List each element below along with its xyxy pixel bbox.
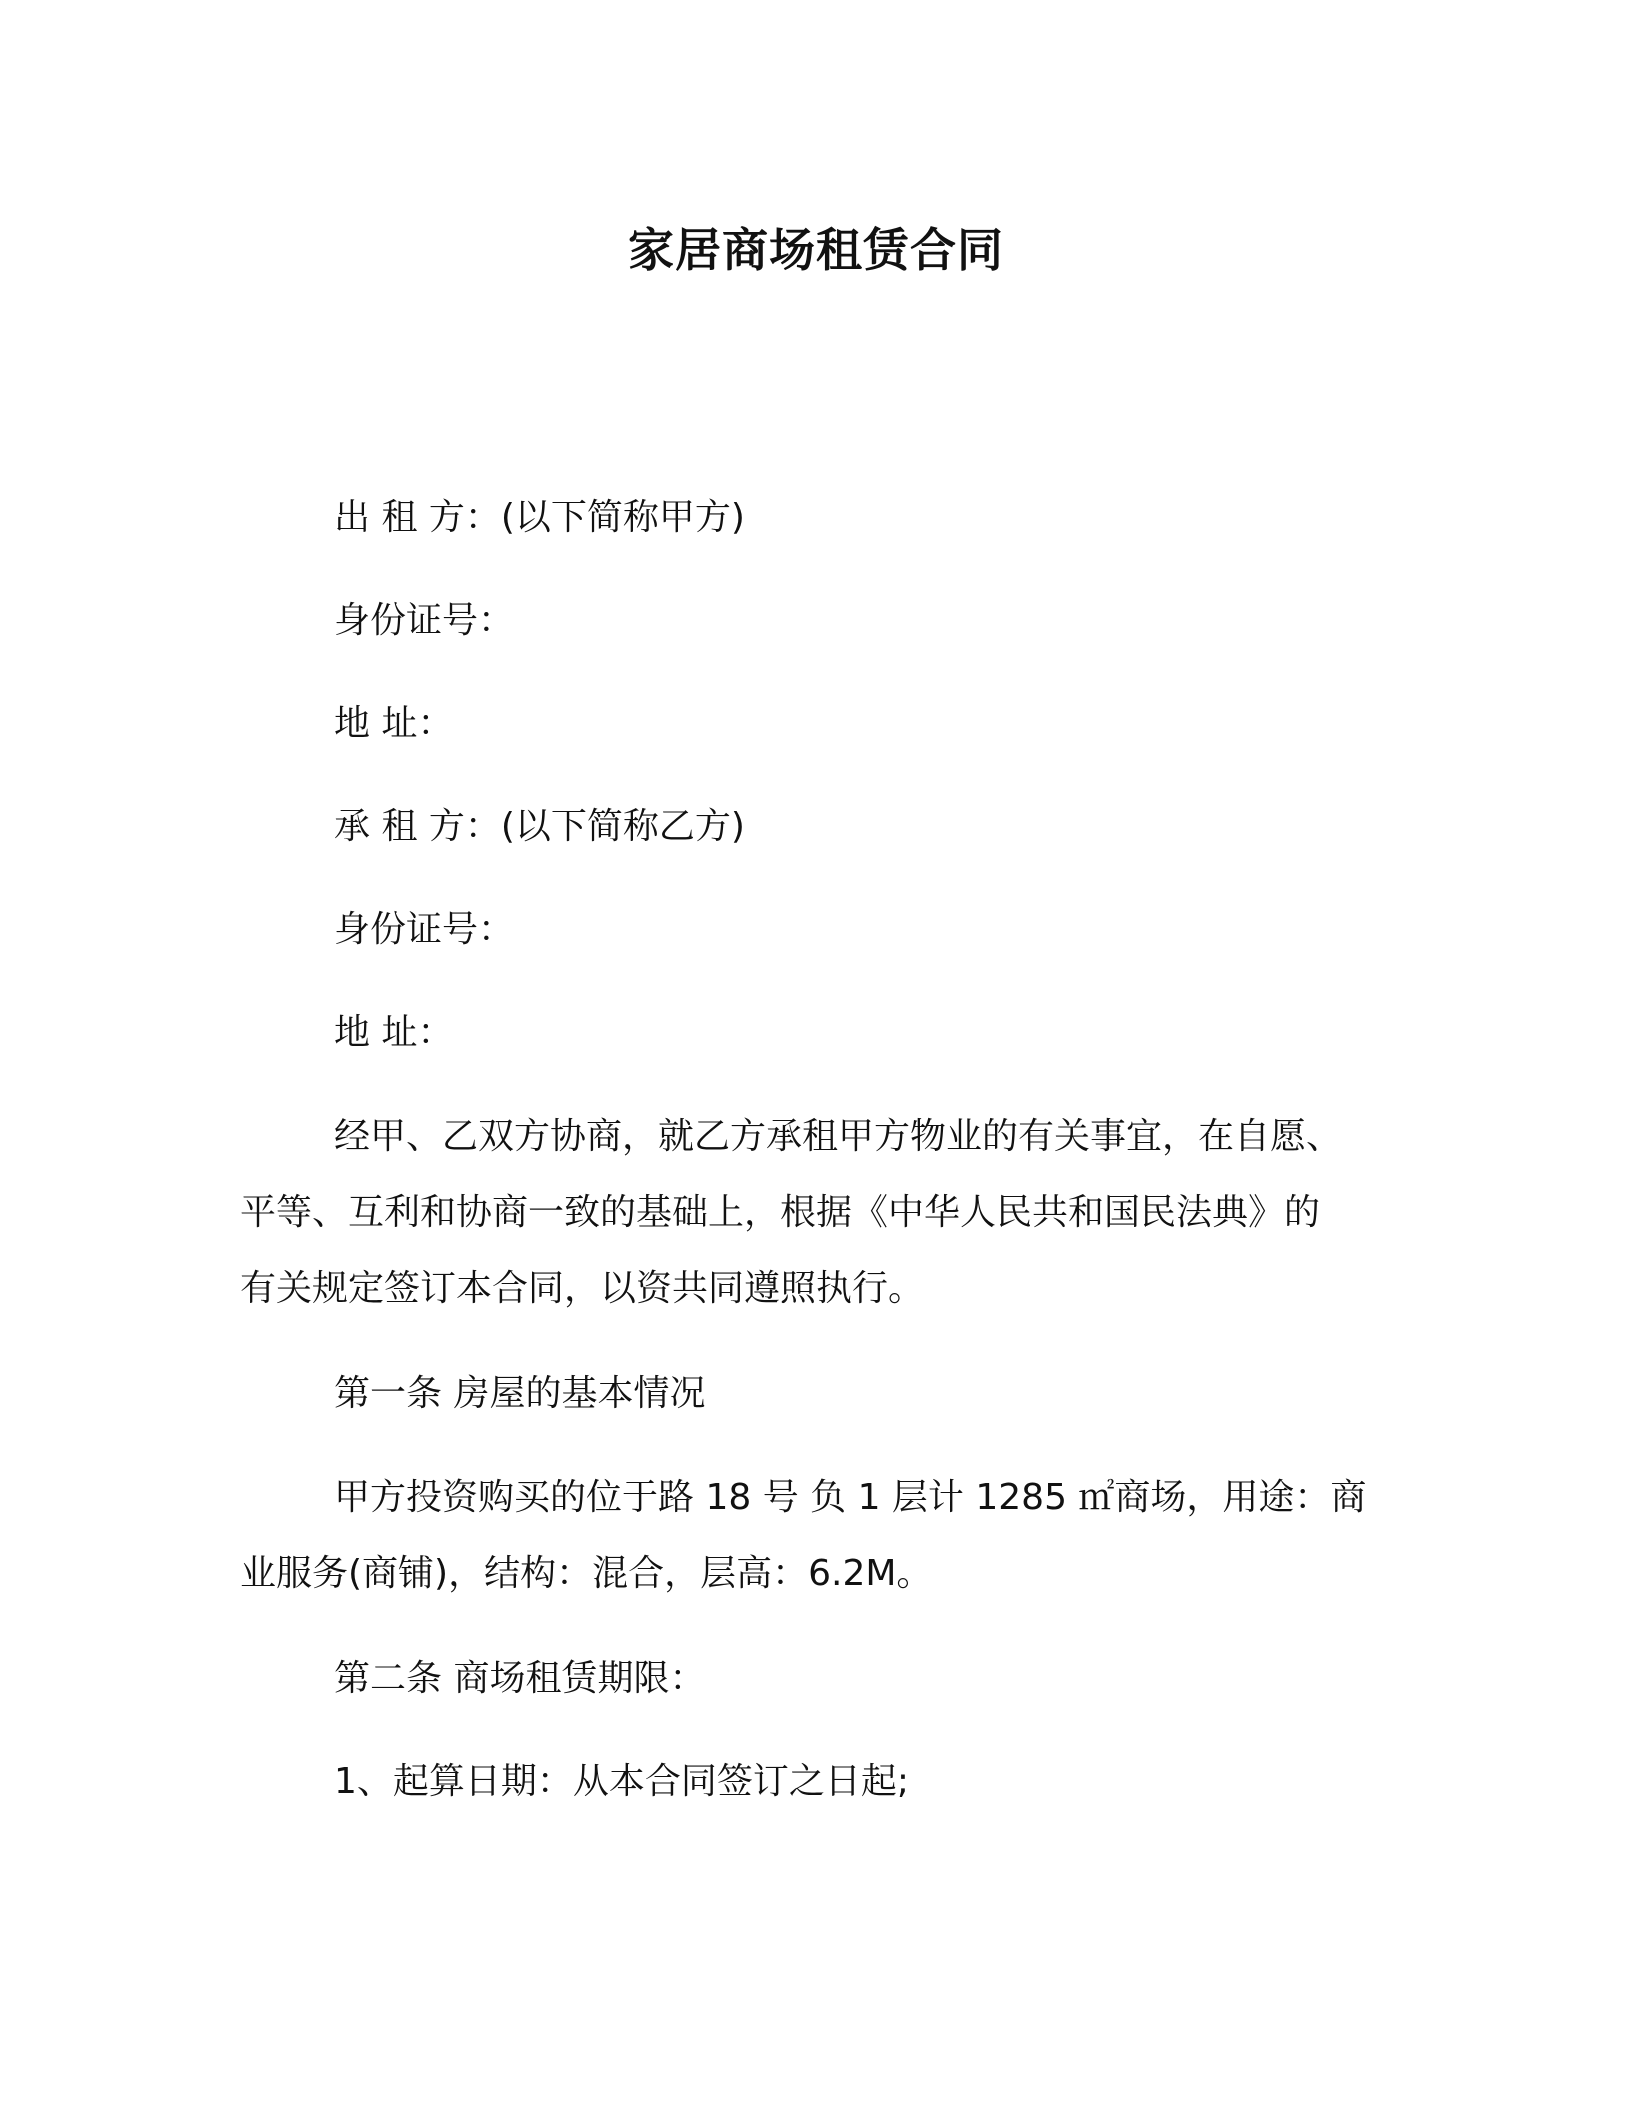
preamble-line-1: 经甲、乙双方协商，就乙方承租甲方物业的有关事宜，在自愿、 <box>334 1116 1343 1157</box>
article2-item-1: 1、起算日期：从本合同签订之日起; <box>334 1761 910 1802</box>
lessee-id-line: 身份证号： <box>334 909 515 950</box>
article1-heading: 第一条 房屋的基本情况 <box>334 1373 706 1414</box>
lessee-address-line: 地 址： <box>334 1012 454 1053</box>
lessee-line: 承 租 方：(以下简称乙方) <box>334 806 745 847</box>
article1-body-line-1: 甲方投资购买的位于路 18 号 负 1 层计 1285 ㎡商场，用途：商 <box>334 1477 1367 1518</box>
document-title: 家居商场租赁合同 <box>628 223 1004 277</box>
preamble-line-2: 平等、互利和协商一致的基础上，根据《中华人民共和国民法典》的 <box>240 1192 1321 1233</box>
article1-body-line-2: 业服务(商铺)，结构：混合，层高：6.2M。 <box>240 1553 933 1594</box>
lessor-address-line: 地 址： <box>334 703 454 744</box>
lessor-id-line: 身份证号： <box>334 600 515 641</box>
preamble-line-3: 有关规定签订本合同，以资共同遵照执行。 <box>240 1268 925 1309</box>
lessor-line: 出 租 方：(以下简称甲方) <box>334 497 745 538</box>
article2-heading: 第二条 商场租赁期限： <box>334 1658 706 1699</box>
